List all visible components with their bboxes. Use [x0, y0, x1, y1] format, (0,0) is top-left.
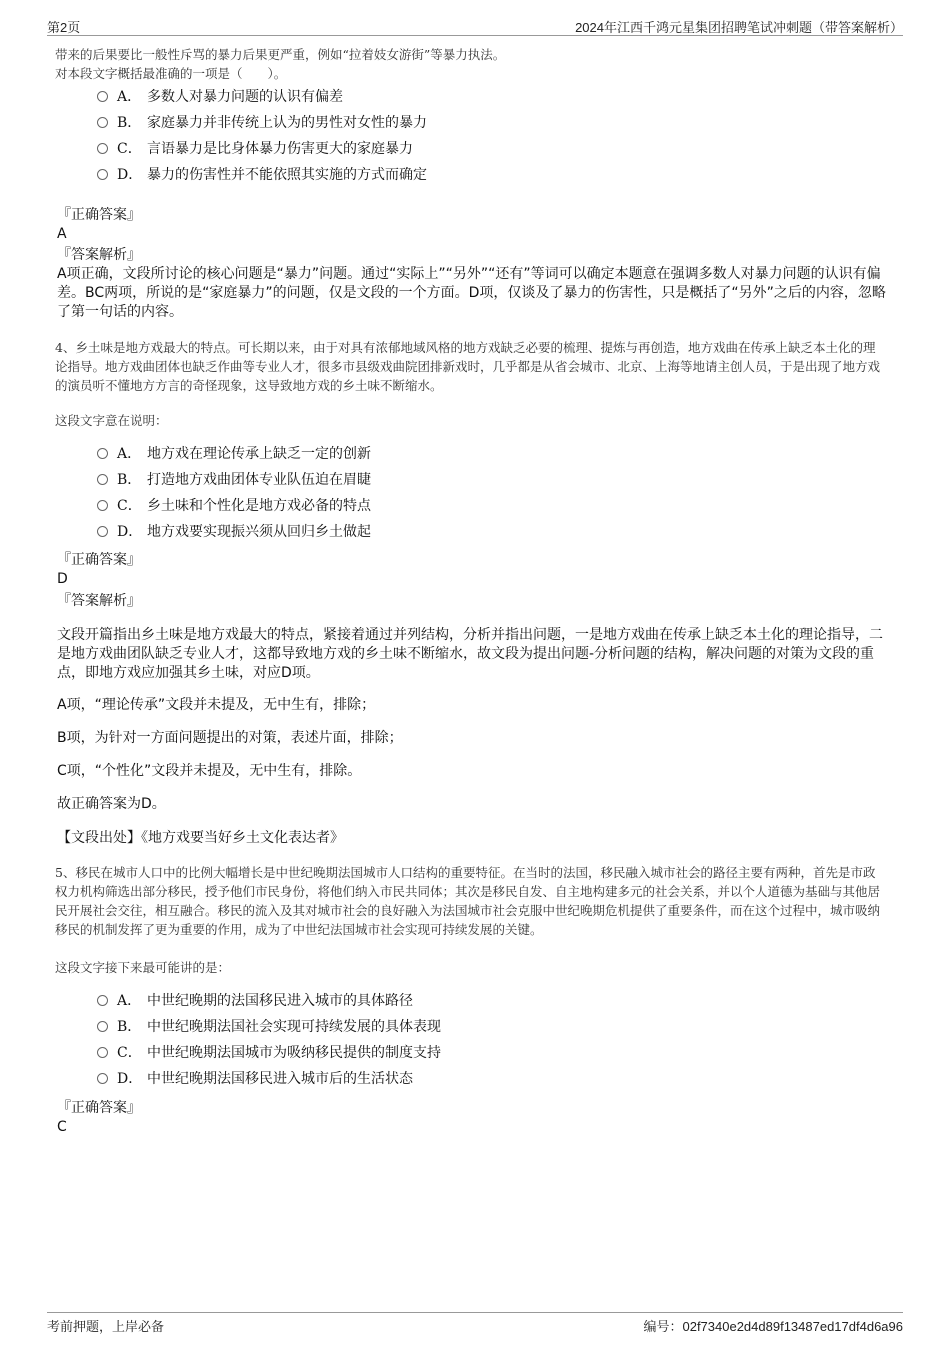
- radio-icon[interactable]: [97, 143, 108, 154]
- document-id: 编号：02f7340e2d4d89f13487ed17df4d6a96: [643, 1319, 903, 1334]
- radio-icon[interactable]: [97, 995, 108, 1006]
- q3-stem-tail: 带来的后果要比一般性斥骂的暴力后果更严重，例如“拉着妓女游街”等暴力执法。: [55, 47, 506, 62]
- q5-option-d[interactable]: D． 中世纪晚期法国移民进入城市后的生活状态: [97, 1068, 413, 1090]
- q4-question: 这段文字意在说明：: [55, 413, 168, 428]
- q3-analysis-label: 『答案解析』: [57, 247, 141, 263]
- radio-icon[interactable]: [97, 1073, 108, 1084]
- q4-option-c[interactable]: C． 乡土味和个性化是地方戏必备的特点: [97, 495, 371, 517]
- radio-icon[interactable]: [97, 91, 108, 102]
- q3-answer-label: 『正确答案』: [57, 207, 141, 223]
- q4-stem: 4、乡土味是地方戏最大的特点。可长期以来，由于对具有浓郁地域风格的地方戏缺乏必要的梳理、提炼与再创造，地方戏曲在传承上缺乏本土化的理论指导。地方戏曲团体也缺乏作曲等专业人才，很多市县级戏曲院团排新戏时，几乎都是从省会城市、北京、上海等地请主创人员，于是出现了地方戏的演员听不懂地方方言的奇怪现象，这导致地方戏的乡土味不断缩水。: [55, 340, 881, 393]
- q4-conclusion: 故正确答案为D。: [57, 796, 166, 812]
- footer-slogan: 考前押题，上岸必备: [47, 1320, 165, 1335]
- q4-analysis-label: 『答案解析』: [57, 593, 141, 609]
- radio-icon[interactable]: [97, 169, 108, 180]
- q5-option-c[interactable]: C． 中世纪晚期法国城市为吸纳移民提供的制度支持: [97, 1042, 441, 1064]
- q3-question: 对本段文字概括最准确的一项是（ ）。: [55, 66, 287, 81]
- q3-option-c[interactable]: C． 言语暴力是比身体暴力伤害更大的家庭暴力: [97, 138, 413, 160]
- radio-icon[interactable]: [97, 526, 108, 537]
- q5-option-a[interactable]: A． 中世纪晚期的法国移民进入城市的具体路径: [97, 990, 413, 1012]
- page-number: 第2页: [47, 20, 81, 35]
- q5-question: 这段文字接下来最可能讲的是：: [55, 960, 231, 975]
- q3-option-d[interactable]: D． 暴力的伤害性并不能依照其实施的方式而确定: [97, 164, 427, 186]
- page-header: [47, 15, 903, 36]
- page-footer: [47, 1312, 903, 1335]
- radio-icon[interactable]: [97, 474, 108, 485]
- q5-option-b[interactable]: B． 中世纪晚期法国社会实现可持续发展的具体表现: [97, 1016, 441, 1038]
- radio-icon[interactable]: [97, 1021, 108, 1032]
- q4-answer: D: [57, 571, 68, 587]
- q4-analysis: 文段开篇指出乡土味是地方戏最大的特点，紧接着通过并列结构，分析并指出问题，一是地方戏曲在传承上缺乏本土化的理论指导，二是地方戏曲团队缺乏专业人才，这都导致地方戏的乡土味不断缩水，故文段为提出问题-分析问题的结构，解决问题的对策为文段的重点，即地方戏应加强其乡土味，对应D项。: [57, 627, 883, 681]
- document-title: 2024年江西千鸿元星集团招聘笔试冲刺题（带答案解析）: [575, 20, 903, 35]
- q4-note-a: A项，“理论传承”文段并未提及，无中生有，排除；: [57, 697, 376, 713]
- radio-icon[interactable]: [97, 500, 108, 511]
- q4-option-d[interactable]: D． 地方戏要实现振兴须从回归乡土做起: [97, 521, 371, 543]
- q5-stem: 5、移民在城市人口中的比例大幅增长是中世纪晚期法国城市人口结构的重要特征。在当时的法国，移民融入城市社会的路径主要有两种，首先是市政权力机构筛选出部分移民，授予他们市民身份，将他们纳入市民共同体；其次是移民自发、自主地构建多元的社会关系，并以个人道德为基础与其他居民开展社会交往，相互融合。移民的流入及其对城市社会的良好融入为法国城市社会克服中世纪晚期危机提供了重要条件，而在这个过程中，城市吸纳移民的机制发挥了更为重要的作用，成为了中世纪法国城市社会实现可持续发展的关键。: [55, 865, 881, 937]
- q4-note-b: B项，为针对一方面问题提出的对策，表述片面，排除；: [57, 730, 403, 746]
- q3-option-b[interactable]: B． 家庭暴力并非传统上认为的男性对女性的暴力: [97, 112, 427, 134]
- radio-icon[interactable]: [97, 1047, 108, 1058]
- q4-answer-label: 『正确答案』: [57, 552, 141, 568]
- q4-option-b[interactable]: B． 打造地方戏曲团体专业队伍迫在眉睫: [97, 469, 371, 491]
- q4-option-a[interactable]: A． 地方戏在理论传承上缺乏一定的创新: [97, 443, 371, 465]
- radio-icon[interactable]: [97, 117, 108, 128]
- q3-option-a[interactable]: A． 多数人对暴力问题的认识有偏差: [97, 86, 343, 108]
- q5-answer: C: [57, 1119, 67, 1135]
- q3-answer: A: [57, 226, 67, 242]
- q4-note-c: C项，“个性化”文段并未提及，无中生有，排除。: [57, 763, 362, 779]
- q4-source: 【文段出处】《地方戏要当好乡土文化表达者》: [57, 830, 344, 846]
- q5-answer-label: 『正确答案』: [57, 1100, 141, 1116]
- radio-icon[interactable]: [97, 448, 108, 459]
- q3-analysis: A项正确，文段所讨论的核心问题是“暴力”问题。通过“实际上”“另外”“还有”等词可以确定本题意在强调多数人对暴力问题的认识有偏差。BC两项，所说的是“家庭暴力”的问题，仅是文段的一个方面。D项，仅谈及了暴力的伤害性，只是概括了“另外”之后的内容，忽略了第一句话的内容。: [57, 266, 886, 320]
